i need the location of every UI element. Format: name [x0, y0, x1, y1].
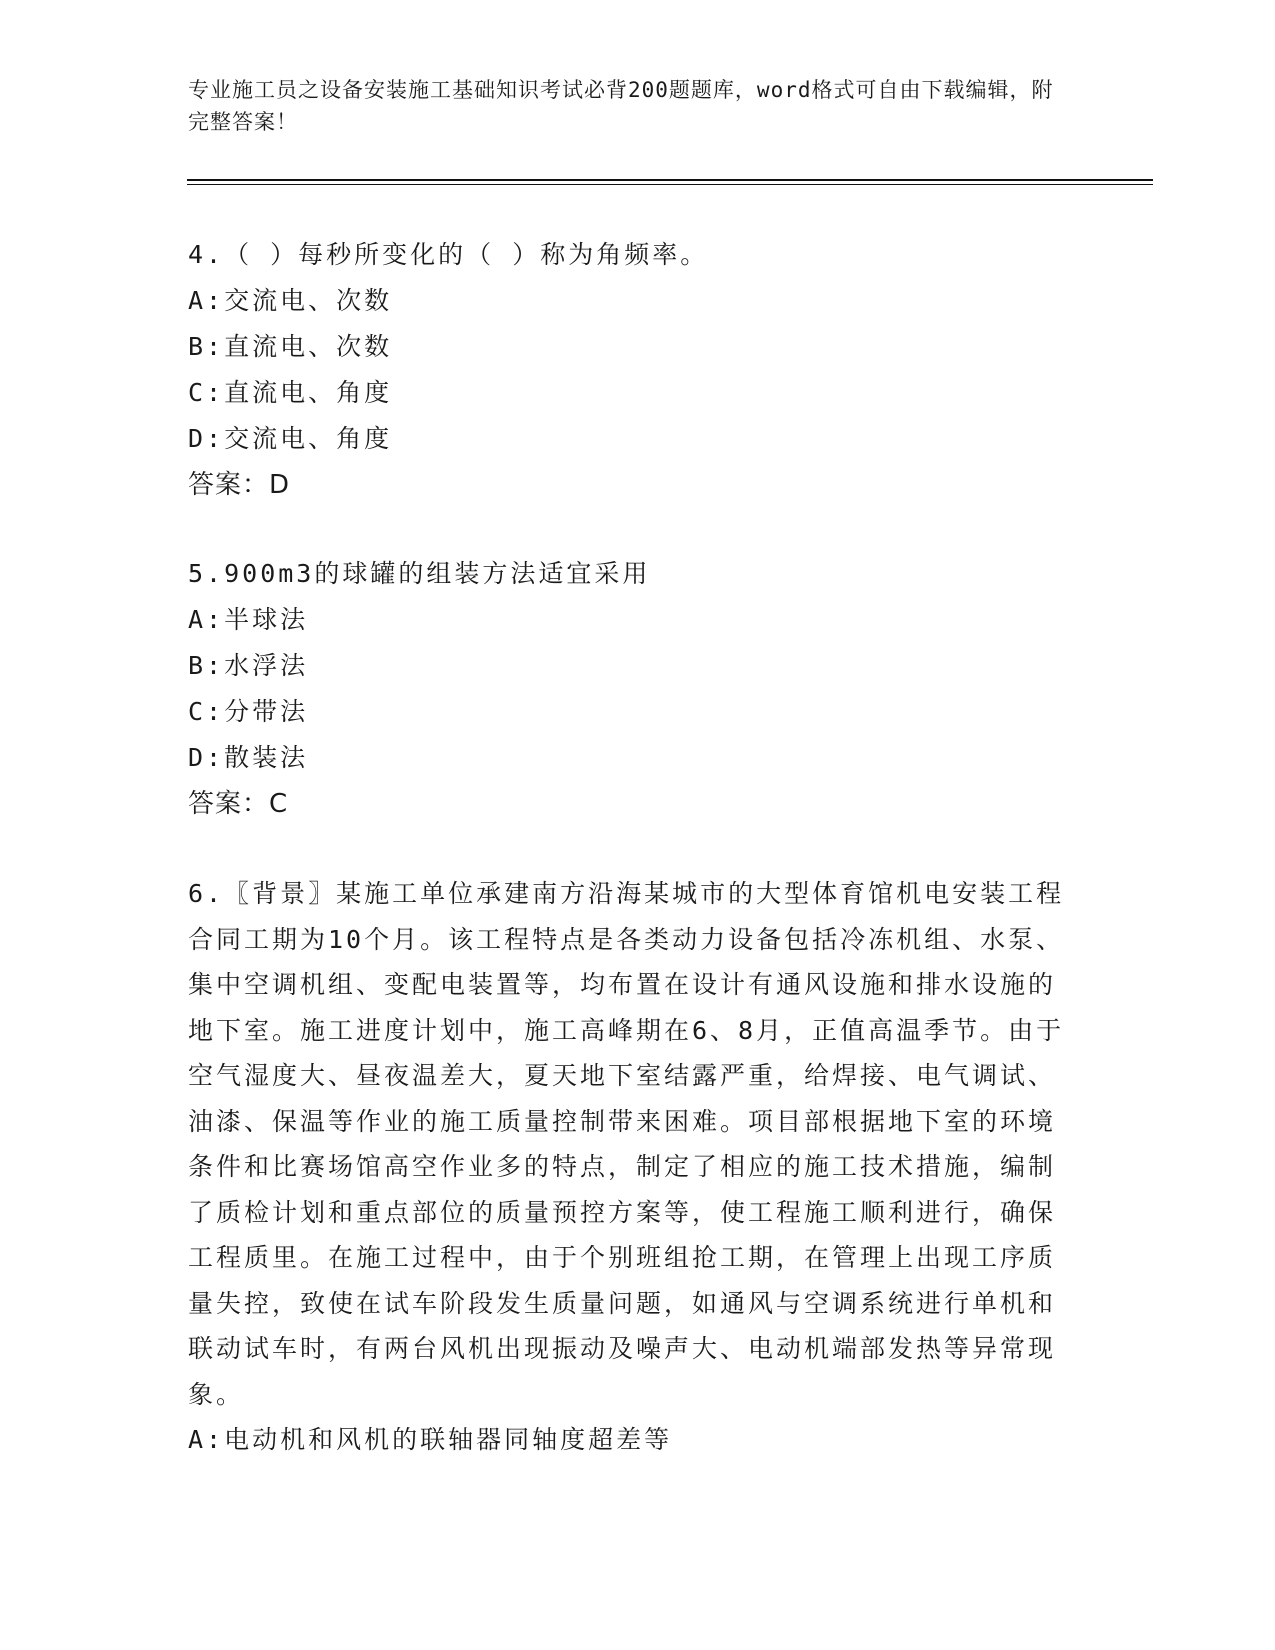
question-stem: 4.（ ）每秒所变化的（ ）称为角频率。: [188, 240, 709, 269]
option-c: C:直流电、角度: [188, 378, 393, 407]
answer-label: 答案：C: [188, 789, 289, 819]
option-a: A:半球法: [188, 605, 309, 634]
header-divider-thick: [187, 179, 1153, 181]
document-header: [188, 74, 1068, 138]
answer-label: 答案：D: [188, 470, 291, 500]
question-5: [188, 551, 1078, 827]
option-a: A:交流电、次数: [188, 286, 393, 315]
option-a: A:电动机和风机的联轴器同轴度超差等: [188, 1425, 673, 1454]
header-title: 专业施工员之设备安装施工基础知识考试必背200题题库，word格式可自由下载编辑，附完整答案！: [188, 78, 1054, 134]
option-d: D:交流电、角度: [188, 424, 393, 453]
option-d: D:散装法: [188, 743, 309, 772]
header-divider-thin: [187, 184, 1153, 185]
option-b: B:直流电、次数: [188, 332, 393, 361]
option-c: C:分带法: [188, 697, 309, 726]
question-6: [188, 871, 1078, 1463]
question-4: [188, 232, 1078, 508]
option-b: B:水浮法: [188, 651, 309, 680]
question-stem: 6.〖背景〗某施工单位承建南方沿海某城市的大型体育馆机电安装工程合同工期为10个月。该工程特点是各类动力设备包括冷冻机组、水泵、集中空调机组、变配电装置等，均布置在设计有通风设施和排水设施的地下室。施工进度计划中，施工高峰期在6、8月，正值高温季节。由于空气湿度大、昼夜温差大，夏天地下室结露严重，给焊接、电气调试、油漆、保温等作业的施工质量控制带来困难。项目部根据地下室的环境条件和比赛场馆高空作业多的特点，制定了相应的施工技术措施，编制了质检计划和重点部位的质量预控方案等，使工程施工顺利进行，确保工程质里。在施工过程中，由于个别班组抢工期，在管理上出现工序质量失控，致使在试车阶段发生质量问题，如通风与空调系统进行单机和联动试车时，有两台风机出现振动及噪声大、电动机端部发热等异常现象。: [188, 879, 1065, 1409]
question-stem: 5.900m3的球罐的组装方法适宜采用: [188, 559, 651, 588]
